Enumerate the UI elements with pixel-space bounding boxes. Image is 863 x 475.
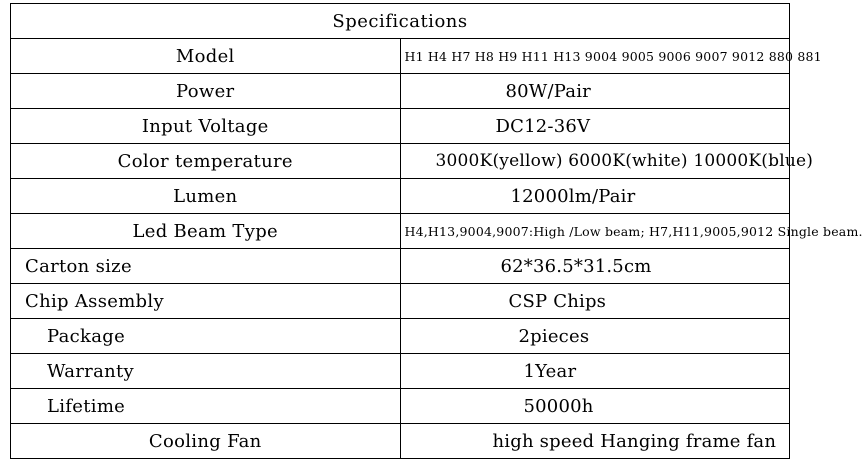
row-value: 12000lm/Pair [400, 179, 790, 214]
row-label: Carton size [11, 249, 401, 284]
row-value: 80W/Pair [400, 74, 790, 109]
row-label: Model [11, 39, 401, 74]
table-row-model [11, 39, 790, 74]
row-value: H1 H4 H7 H8 H9 H11 H13 9004 9005 9006 9007 9012 880 881 [400, 39, 790, 74]
row-value: high speed Hanging frame fan [400, 424, 790, 459]
row-label: Led Beam Type [11, 214, 401, 249]
table-title: Specifications [11, 4, 790, 39]
table-row-power [11, 74, 790, 109]
row-value: CSP Chips [400, 284, 790, 319]
table-row-input-voltage [11, 109, 790, 144]
row-value: H4,H13,9004,9007:High /Low beam; H7,H11,9005,9012 Single beam. [400, 214, 790, 249]
row-label: Lifetime [11, 389, 401, 424]
table-row-warranty [11, 354, 790, 389]
table-row-lumen [11, 179, 790, 214]
table-row-lifetime [11, 389, 790, 424]
row-label: Lumen [11, 179, 401, 214]
table-row-color-temperature [11, 144, 790, 179]
row-label: Cooling Fan [11, 424, 401, 459]
row-value: DC12-36V [400, 109, 790, 144]
row-label: Input Voltage [11, 109, 401, 144]
row-label: Warranty [11, 354, 401, 389]
row-value: 3000K(yellow) 6000K(white) 10000K(blue) [400, 144, 790, 179]
row-value: 2pieces [400, 319, 790, 354]
table-row-package [11, 319, 790, 354]
row-label: Chip Assembly [11, 284, 401, 319]
row-label: Power [11, 74, 401, 109]
table-row-chip-assembly [11, 284, 790, 319]
table-row-led-beam-type [11, 214, 790, 249]
specifications-table [10, 3, 863, 459]
row-label: Color temperature [11, 144, 401, 179]
row-value: 1Year [400, 354, 790, 389]
row-label: Package [11, 319, 401, 354]
table-row-cooling-fan [11, 424, 790, 459]
table-row-carton-size [11, 249, 790, 284]
table-title-row [11, 4, 790, 39]
row-value: 62*36.5*31.5cm [400, 249, 790, 284]
row-value: 50000h [400, 389, 790, 424]
